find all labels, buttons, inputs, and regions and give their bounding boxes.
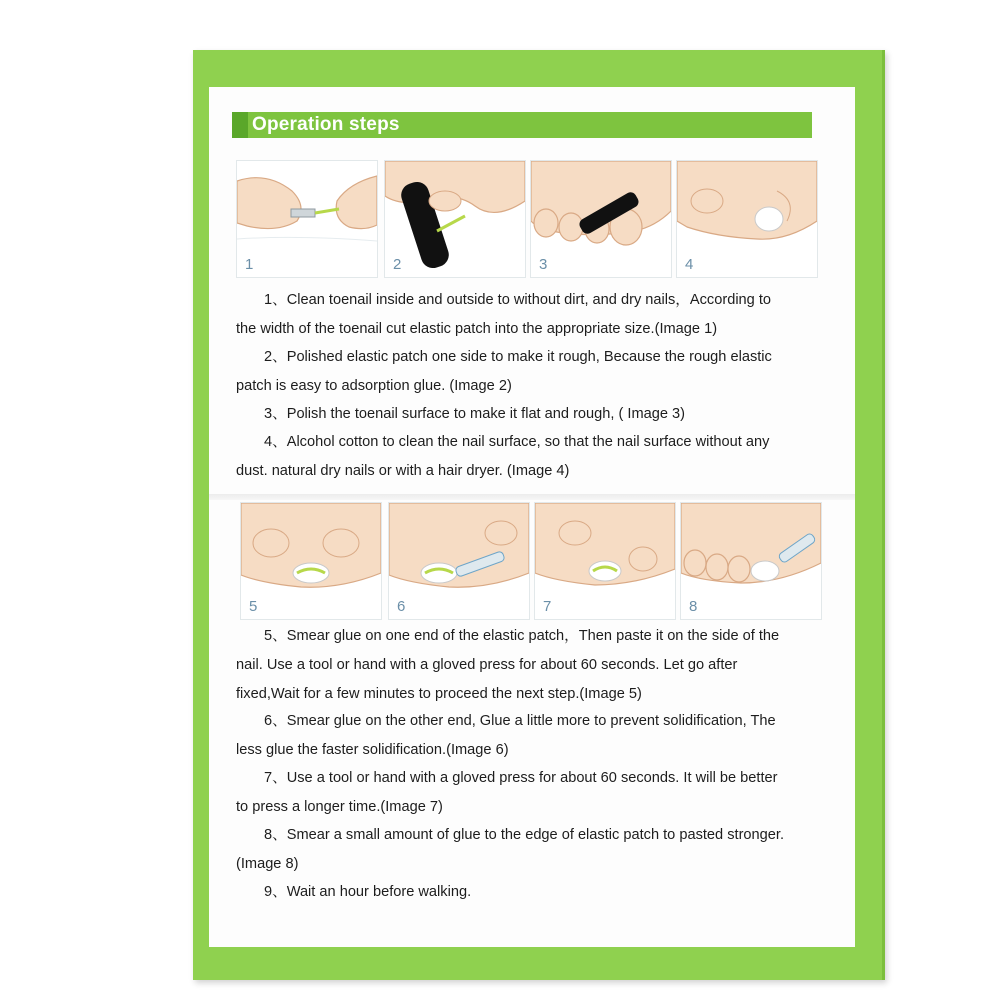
- step-2-line-2: patch is easy to adsorption glue. (Image 2): [236, 378, 512, 394]
- section-banner: [232, 112, 812, 138]
- image-number: 6: [397, 598, 406, 615]
- step-7-line-1: 7、Use a tool or hand with a gloved press for about 60 seconds. It will be better: [264, 770, 778, 786]
- illustration-2: [384, 160, 526, 278]
- image-number: 3: [539, 256, 548, 273]
- image-number: 8: [689, 598, 698, 615]
- step-5: [236, 622, 816, 709]
- banner-tab: [232, 112, 248, 138]
- step-6-line-2: less glue the faster solidification.(Image 6): [236, 742, 509, 758]
- image-number: 1: [245, 256, 254, 273]
- step-8: [236, 821, 816, 879]
- step-3-line-1: 3、Polish the toenail surface to make it flat and rough, ( Image 3): [264, 406, 686, 422]
- paper-fold: [209, 494, 855, 500]
- step-6: [236, 707, 816, 765]
- step-1: [236, 286, 816, 344]
- step-6-line-1: 6、Smear glue on the other end, Glue a little more to prevent solidification, The: [264, 713, 776, 729]
- step-5-line-3: fixed,Wait for a few minutes to proceed the next step.(Image 5): [236, 686, 642, 702]
- illustration-3: [530, 160, 672, 278]
- step-4-line-2: dust. natural dry nails or with a hair dryer. (Image 4): [236, 463, 570, 479]
- step-8-line-2: (Image 8): [236, 856, 299, 872]
- step-5-line-1: 5、Smear glue on one end of the elastic patch，Then paste it on the side of the: [264, 628, 780, 644]
- image-number: 7: [543, 598, 552, 615]
- step-7-line-2: to press a longer time.(Image 7): [236, 799, 443, 815]
- step-5-line-2: nail. Use a tool or hand with a gloved press for about 60 seconds. Let go after: [236, 657, 738, 673]
- step-8-line-1: 8、Smear a small amount of glue to the edge of elastic patch to pasted stronger.: [264, 827, 785, 843]
- step-3: [236, 400, 816, 429]
- step-9: [236, 878, 816, 907]
- image-number: 5: [249, 598, 258, 615]
- image-number: 4: [685, 256, 694, 273]
- illustration-5: [240, 502, 382, 620]
- step-4-line-1: 4、Alcohol cotton to clean the nail surface, so that the nail surface without any: [264, 434, 770, 450]
- illustration-8: [680, 502, 822, 620]
- step-1-line-1: 1、Clean toenail inside and outside to without dirt, and dry nails，According to: [264, 292, 772, 308]
- illustration-7: [534, 502, 676, 620]
- step-2: [236, 343, 816, 401]
- illustration-4: [676, 160, 818, 278]
- step-2-line-1: 2、Polished elastic patch one side to make it rough, Because the rough elastic: [264, 349, 772, 365]
- image-number: 2: [393, 256, 402, 273]
- step-9-line-1: 9、Wait an hour before walking.: [264, 884, 472, 900]
- illustration-6: [388, 502, 530, 620]
- illustration-1: [236, 160, 378, 278]
- step-4: [236, 428, 816, 486]
- step-1-line-2: the width of the toenail cut elastic patch into the appropriate size.(Image 1): [236, 321, 718, 337]
- section-title: Operation steps: [252, 114, 400, 135]
- step-7: [236, 764, 816, 822]
